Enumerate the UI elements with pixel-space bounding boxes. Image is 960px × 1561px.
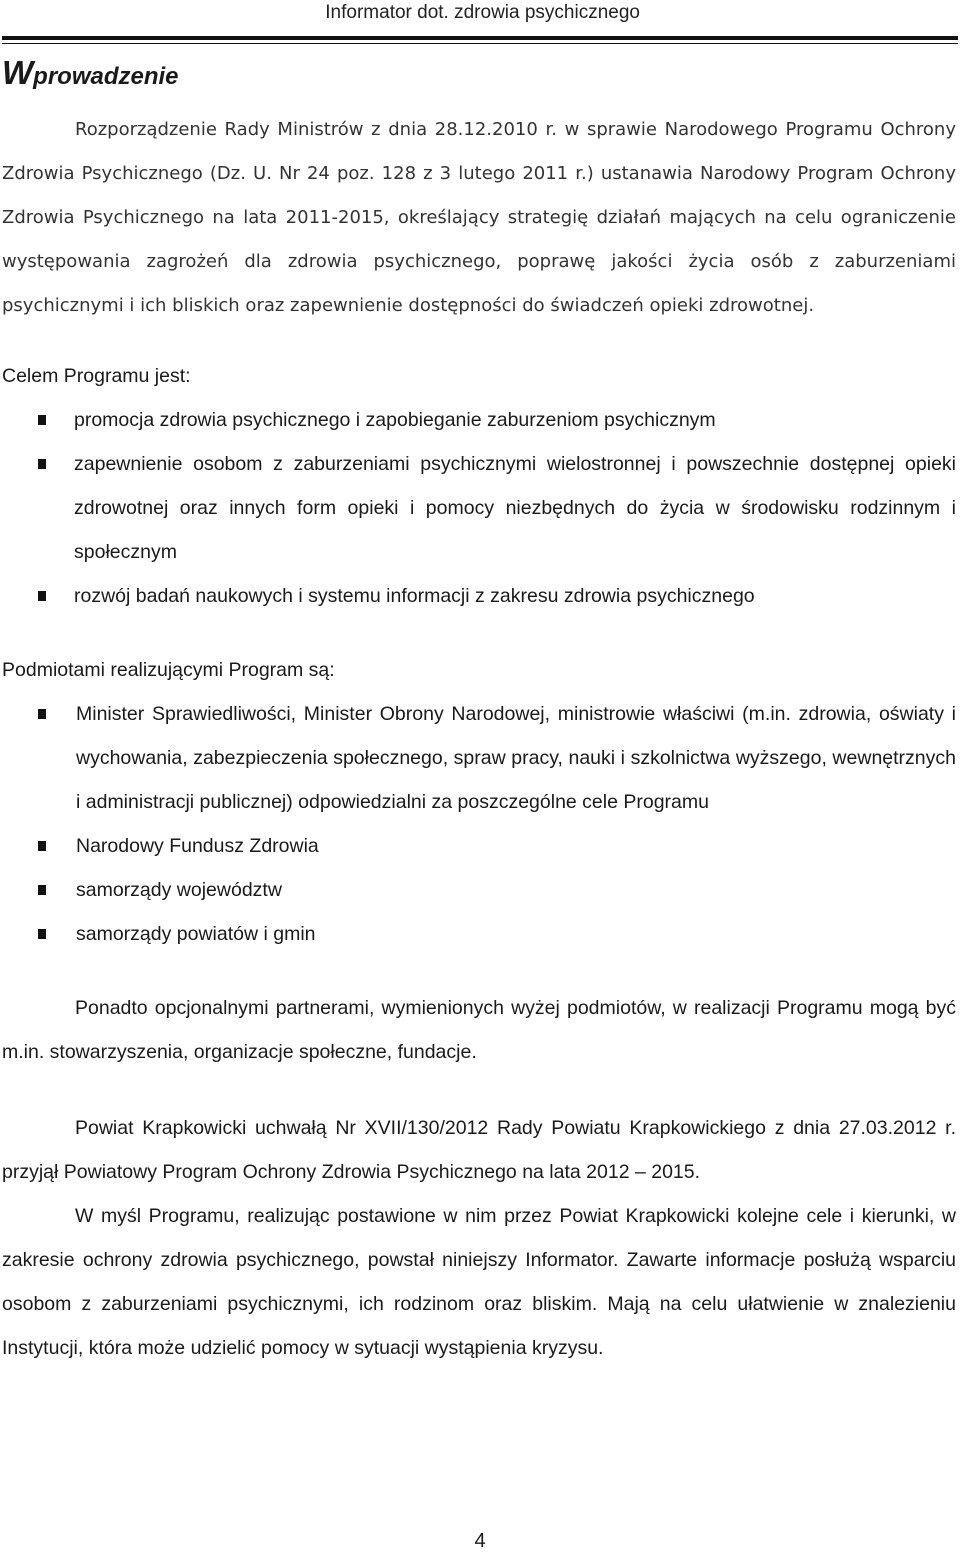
list-item-text: Narodowy Fundusz Zdrowia: [76, 835, 319, 857]
header-rule-thin: [2, 43, 958, 44]
powiat-paragraph: Powiat Krapkowicki uchwałą Nr XVII/130/2012 Rady Powiatu Krapkowickiego z dnia 27.03.2012 r. przyjął Powiatowy Program Ochrony Zdrowia Psychicznego na lata 2012 – 2015.: [2, 1117, 956, 1183]
square-bullet-icon: [38, 459, 46, 469]
section-heading-initial: W: [2, 54, 34, 91]
list-item-text: rozwój badań naukowych i systemu informacji z zakresu zdrowia psychicznego: [74, 585, 755, 607]
square-bullet-icon: [38, 841, 46, 851]
square-bullet-icon: [38, 885, 46, 895]
goals-label: Celem Programu jest:: [2, 365, 191, 387]
list-item-text: Minister Sprawiedliwości, Minister Obrony Narodowej, ministrowie właściwi (m.in. zdrowia, oświaty i wychowania, zabezpieczenia społecznego, spraw pracy, nauki i szkolnictwa wyższego, wewnętrznych i administracji publicznej) odpowiedzialni za poszczególne cele Programu: [76, 703, 956, 813]
entities-list: [2, 692, 956, 956]
square-bullet-icon: [38, 709, 46, 719]
entities-label: Podmiotami realizującymi Program są:: [2, 659, 335, 681]
square-bullet-icon: [38, 591, 46, 601]
header-rule-thick: [2, 36, 958, 40]
square-bullet-icon: [38, 415, 46, 425]
list-item-text: zapewnienie osobom z zaburzeniami psychicznymi wielostronnej i powszechnie dostępnej opieki zdrowotnej oraz innych form opieki i pomocy niezbędnych do życia w środowisku rodzinnym i społecznym: [74, 453, 956, 563]
main-content: [2, 108, 956, 1370]
list-item: [2, 824, 956, 868]
running-header: Informator dot. zdrowia psychicznego: [325, 2, 640, 23]
list-item-text: samorządy województw: [76, 879, 282, 901]
list-item-text: promocja zdrowia psychicznego i zapobieganie zaburzeniom psychicznym: [74, 409, 716, 431]
list-item: [2, 692, 956, 824]
list-item: [2, 912, 956, 956]
list-item: [2, 574, 956, 618]
square-bullet-icon: [38, 929, 46, 939]
page-number: 4: [474, 1530, 486, 1552]
list-item: [2, 868, 956, 912]
closing-paragraph: W myśl Programu, realizując postawione w nim przez Powiat Krapkowicki kolejne cele i kierunki, w zakresie ochrony zdrowia psychicznego, powstał niniejszy Informator. Zawarte informacje posłużą wsparciu osobom z zaburzeniami psychicznymi, ich rodzinom oraz bliskim. Mają na celu ułatwienie w znalezieniu Instytucji, która może udzielić pomocy w sytuacji wystąpienia kryzysu.: [2, 1205, 956, 1359]
list-item: [2, 398, 956, 442]
list-item: [2, 442, 956, 574]
intro-paragraph: Rozporządzenie Rady Ministrów z dnia 28.12.2010 r. w sprawie Narodowego Programu Ochrony Zdrowia Psychicznego (Dz. U. Nr 24 poz. 128 z 3 lutego 2011 r.) ustanawia Narodowy Program Ochrony Zdrowia Psychicznego na lata 2011-2015, określający strategię działań mających na celu ograniczenie występowania zagrożeń dla zdrowia psychicznego, poprawę jakości życia osób z zaburzeniami psychicznymi i ich bliskich oraz zapewnienie dostępności do świadczeń opieki zdrowotnej.: [2, 119, 956, 316]
section-heading: [2, 54, 179, 92]
section-heading-rest: prowadzenie: [33, 63, 179, 90]
partners-paragraph: Ponadto opcjonalnymi partnerami, wymienionych wyżej podmiotów, w realizacji Programu mogą być m.in. stowarzyszenia, organizacje społeczne, fundacje.: [2, 997, 956, 1063]
goals-list: [2, 398, 956, 618]
list-item-text: samorządy powiatów i gmin: [76, 923, 316, 945]
